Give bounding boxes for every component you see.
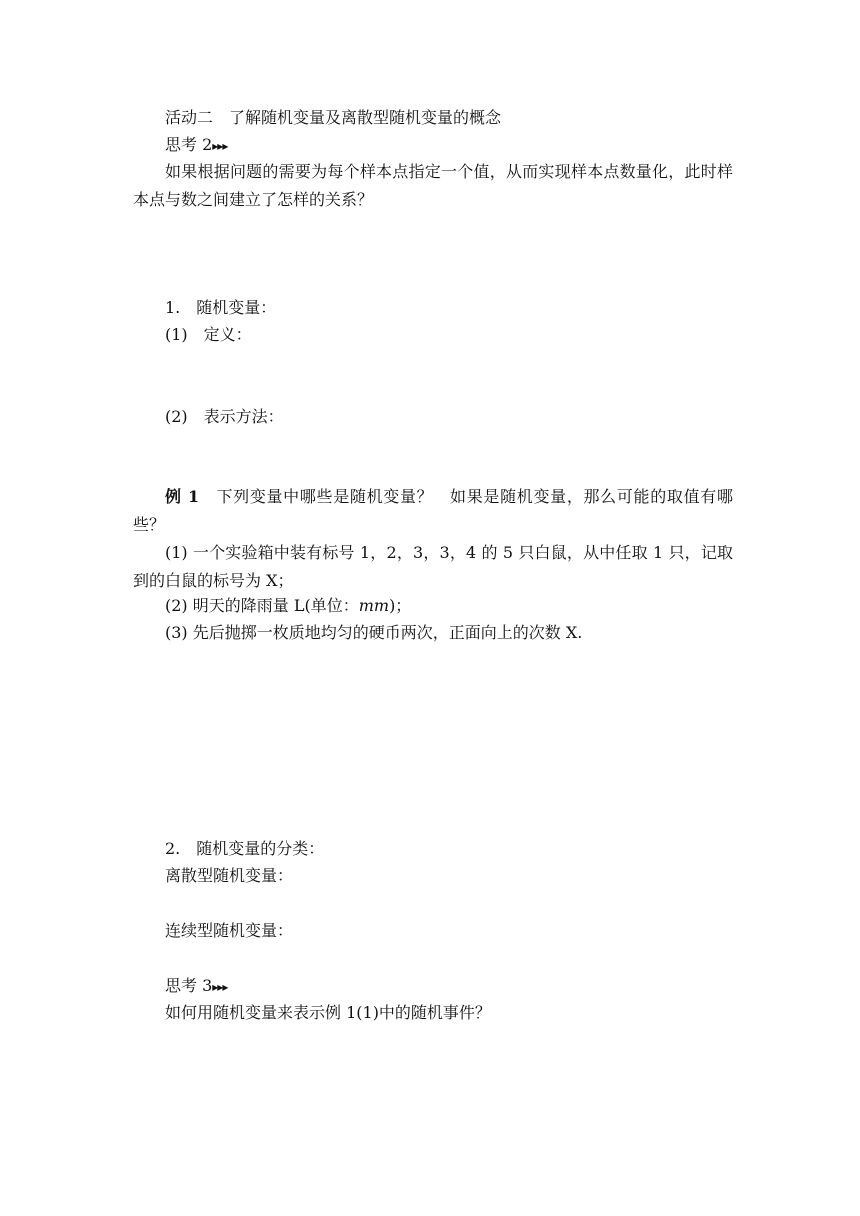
think3-label: 思考 3	[165, 976, 213, 995]
section2-continuous: 连续型随机变量：	[165, 921, 294, 940]
think2-label: 思考 2	[165, 135, 213, 154]
example1-label: 例 1	[165, 487, 200, 506]
think2-heading	[165, 134, 227, 157]
example1-item2-after: )；	[389, 596, 412, 615]
section1-item-definition: (1) 定义：	[165, 325, 252, 344]
think2-arrows-icon: ▸▸▸	[212, 139, 228, 153]
think2-question: 如果根据问题的需要为每个样本点指定一个值，从而实现样本点数量化，此时样本点与数之间建立了怎样的关系？	[133, 162, 733, 209]
example1-item2	[165, 595, 411, 617]
section1-item-notation: (2) 表示方法：	[165, 407, 284, 426]
example1-prompt-text: 下列变量中哪些是随机变量？ 如果是随机变量，那么可能的取值有哪些？	[133, 487, 733, 534]
section1-heading: 1. 随机变量：	[165, 298, 277, 317]
think3-heading	[165, 975, 227, 998]
think3-question: 如何用随机变量来表示例 1(1)中的随机事件？	[165, 1003, 491, 1022]
example1-item2-before: (2) 明天的降雨量 L(单位：	[165, 596, 359, 615]
example1-item3: (3) 先后抛掷一枚质地均匀的硬币两次，正面向上的次数 X.	[165, 623, 583, 642]
example1-item1: (1) 一个实验箱中装有标号 1，2，3，3，4 的 5 只白鼠，从中任取 1 只，记取到的白鼠的标号为 X；	[133, 543, 733, 590]
example1-item2-unit: mm	[358, 596, 390, 615]
section2-discrete: 离散型随机变量：	[165, 866, 294, 885]
example1-prompt	[133, 483, 733, 539]
think3-arrows-icon: ▸▸▸	[212, 980, 228, 994]
section2-heading: 2. 随机变量的分类：	[165, 839, 325, 858]
activity-title: 活动二 了解随机变量及离散型随机变量的概念	[165, 108, 502, 127]
